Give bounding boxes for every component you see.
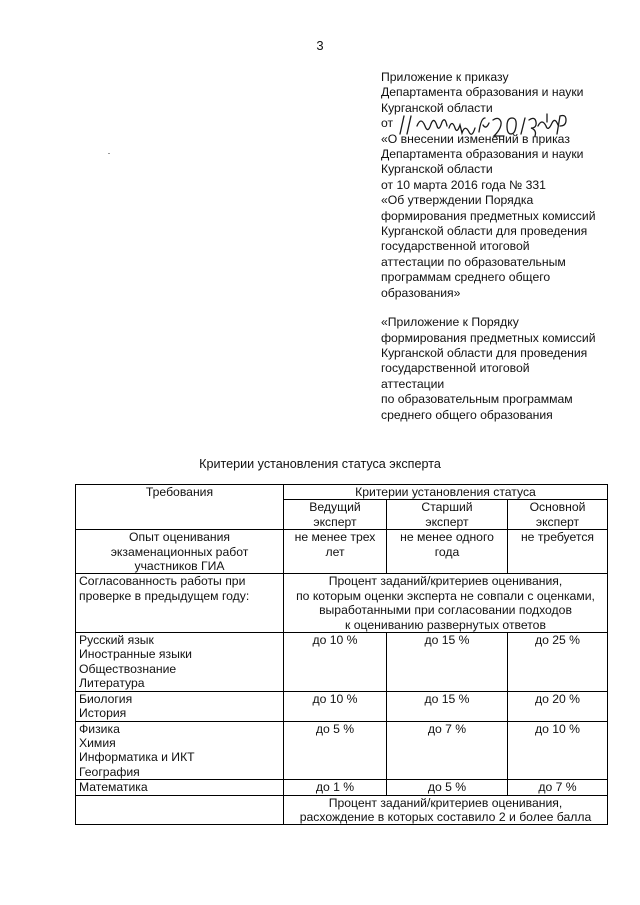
cell-text: не требуется — [520, 530, 595, 545]
annex-line: формирования предметных комиссий — [381, 330, 596, 345]
subject-name: Информатика и ИКТ — [79, 750, 195, 765]
annex-line: аттестации — [381, 376, 445, 391]
header-level-text: Старший — [421, 500, 473, 515]
table-row — [76, 485, 608, 500]
cell-text: не менее одного — [400, 530, 494, 545]
experience-lead — [284, 530, 387, 574]
subject-group — [76, 780, 284, 795]
subject-name: Обществознание — [79, 661, 177, 676]
cell-text: экзаменационных работ — [110, 544, 249, 559]
header-criteria: Критерии установления статуса — [284, 485, 608, 500]
cell-text: выработанными при согласовании подходов — [319, 603, 572, 618]
header-level-lead — [284, 500, 387, 530]
annex-line: от 10 марта 2016 года № 331 — [381, 177, 546, 192]
header-level-senior — [387, 500, 508, 530]
threshold-senior: до 15 % — [387, 633, 508, 692]
cell-text: года — [434, 544, 460, 559]
subject-group — [76, 633, 284, 692]
scan-speck — [108, 153, 110, 154]
subject-name: Химия — [79, 735, 116, 750]
header-level-text: эксперт — [535, 514, 580, 529]
threshold-basic: до 7 % — [508, 780, 608, 795]
annex-line: образования» — [381, 285, 461, 300]
subject-name: География — [79, 764, 140, 779]
threshold-basic: до 10 % — [508, 721, 608, 780]
consistency-text — [284, 574, 608, 633]
annex-line: Департамента образования и науки — [381, 85, 584, 100]
subject-name: Математика — [79, 780, 148, 795]
cell-text: Согласованность работы при — [79, 574, 246, 589]
threshold-senior: до 5 % — [387, 780, 508, 795]
cell-text: расхождение в которых составило 2 и более балла — [299, 809, 592, 824]
annex-line: среднего общего образования — [381, 407, 553, 422]
header-level-text: эксперт — [425, 514, 469, 529]
cell-text: не менее трех — [294, 530, 376, 545]
threshold-basic: до 20 % — [508, 691, 608, 721]
header-level-text: эксперт — [313, 514, 357, 529]
table-row — [76, 530, 608, 574]
subject-name: Литература — [79, 676, 145, 691]
subject-group — [76, 721, 284, 780]
table-row — [76, 633, 608, 692]
subject-name: История — [79, 706, 127, 721]
consistency-label — [76, 574, 284, 633]
annex-line: от — [381, 116, 394, 131]
discrepancy-text — [284, 795, 608, 825]
table-row — [76, 795, 608, 825]
annex-line: по образовательным программам — [381, 392, 573, 407]
cell-text: по которым оценки эксперта не совпали с оценками, — [296, 588, 595, 603]
experience-label — [76, 530, 284, 574]
annex-line: «Приложение к Порядку — [381, 315, 519, 330]
table-row — [76, 721, 608, 780]
experience-basic — [508, 530, 608, 574]
subject-name: Физика — [79, 721, 120, 736]
cell-text: проверке в предыдущем году: — [79, 588, 250, 603]
threshold-senior: до 15 % — [387, 691, 508, 721]
annex-line: формирования предметных комиссий — [381, 208, 596, 223]
experience-senior — [387, 530, 508, 574]
subject-group — [76, 691, 284, 721]
annex-line: Курганской области — [381, 162, 493, 177]
expert-criteria-table — [75, 484, 608, 825]
table-row — [76, 780, 608, 795]
annex-line: программам среднего общего — [381, 270, 551, 285]
header-requirements: Требования — [76, 485, 284, 530]
annex-line: Приложение к приказу — [381, 70, 509, 84]
annex-line: государственной итоговой — [381, 361, 530, 376]
annex-line: «Об утверждении Порядка — [381, 193, 534, 208]
annex-line: Курганской области для проведения — [381, 224, 588, 239]
cell-text: к оцениванию развернутых ответов — [345, 617, 546, 632]
annex-line: «О внесении изменений в приказ — [381, 131, 570, 146]
annex-line: Курганской области для проведения — [381, 345, 588, 360]
threshold-lead: до 10 % — [284, 691, 387, 721]
subject-name: Русский язык — [79, 633, 154, 648]
header-level-basic — [508, 500, 608, 530]
handwritten-date-signature — [397, 112, 577, 142]
threshold-lead: до 10 % — [284, 633, 387, 692]
threshold-lead: до 1 % — [284, 780, 387, 795]
annex-line: государственной итоговой — [381, 239, 530, 254]
cell-text: Опыт оценивания — [129, 530, 230, 545]
cell-text: лет — [325, 544, 345, 559]
cell-text: Процент заданий/критериев оценивания, — [328, 795, 563, 810]
annex-line: аттестации по образовательным — [381, 254, 566, 269]
table-row — [76, 574, 608, 633]
cell-text: участников ГИА — [134, 559, 225, 574]
subject-name: Биология — [79, 691, 133, 706]
threshold-senior: до 7 % — [387, 721, 508, 780]
table-heading: Критерии установления статуса эксперта — [199, 457, 441, 471]
page-number: 3 — [316, 38, 324, 53]
annex-line: Курганской области — [381, 100, 493, 115]
threshold-lead: до 5 % — [284, 721, 387, 780]
cell-text: Процент заданий/критериев оценивания, — [328, 574, 563, 589]
table-row — [76, 691, 608, 721]
threshold-basic: до 25 % — [508, 633, 608, 692]
empty-cell — [76, 795, 284, 825]
header-level-text: Основной — [529, 500, 586, 515]
subject-name: Иностранные языки — [79, 647, 192, 662]
annex-line: Департамента образования и науки — [381, 147, 584, 162]
header-level-text: Ведущий — [309, 500, 361, 515]
